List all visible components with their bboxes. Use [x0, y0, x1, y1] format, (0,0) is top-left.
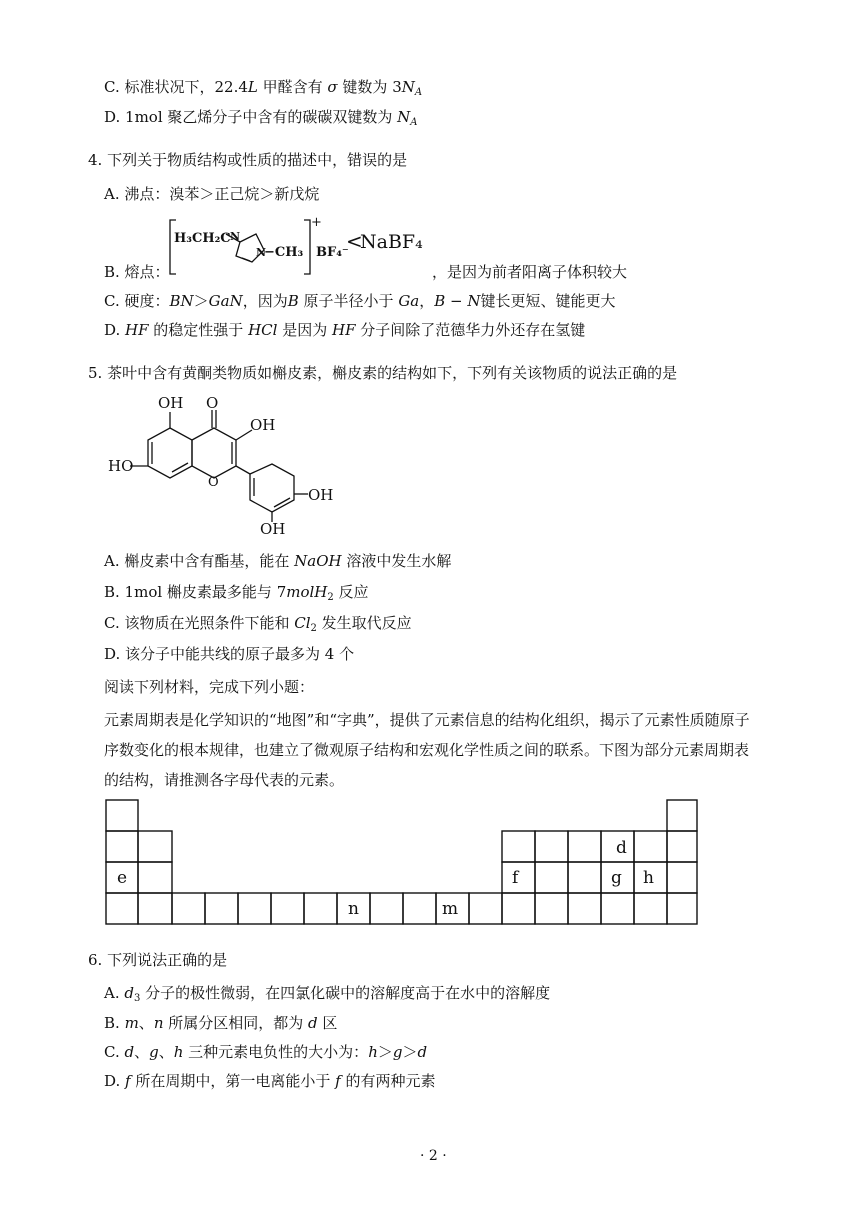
- label-oh-top: OH: [158, 394, 184, 412]
- table-cell: [502, 893, 535, 924]
- table-cell: [271, 893, 304, 924]
- element-d: d: [616, 838, 627, 858]
- anion-label: BF₄⁻: [316, 245, 349, 260]
- table-cell: [601, 893, 634, 924]
- table-cell: [568, 893, 601, 924]
- label-ho-left: HO: [108, 457, 134, 475]
- table-cell: [502, 831, 535, 862]
- table-cell: [568, 862, 601, 893]
- table-cell: [667, 831, 697, 862]
- label-oh-c3: OH: [250, 416, 276, 434]
- table-cell: [469, 893, 502, 924]
- cation-n1-label: N: [230, 230, 241, 243]
- q5-option-a: A. 槲皮素中含有酯基，能在 NaOH 溶液中发生水解: [104, 552, 452, 570]
- q4-option-b-suffix: ，是因为前者阳离子体积较大: [432, 263, 628, 281]
- table-cell: [535, 893, 568, 924]
- table-cell: [667, 893, 697, 924]
- cation-charge: +: [311, 215, 322, 230]
- q4-option-b-prefix: B. 熔点：: [104, 263, 170, 281]
- table-cell: [634, 831, 667, 862]
- table-cell: [304, 893, 337, 924]
- element-n: n: [348, 899, 359, 919]
- q5-option-b: B. 1mol 槲皮素最多能与 7molH$_2$ 反应: [104, 583, 369, 603]
- table-cell: [568, 831, 601, 862]
- table-cell: [634, 893, 667, 924]
- reading-paragraph-line3: 的结构，请推测各字母代表的元素。: [104, 771, 345, 789]
- label-ring-o: O: [208, 475, 219, 490]
- table-cell: [138, 831, 172, 862]
- table-cell: [205, 893, 238, 924]
- table-cell: [667, 800, 697, 831]
- q3-option-c: C. 标准状况下，22.4L 甲醛含有 σ 键数为 $3N_A$: [104, 78, 423, 98]
- q6-option-b: B. m、n 所属分区相同，都为 d 区: [104, 1014, 338, 1032]
- table-cell: [106, 800, 138, 831]
- element-f: f: [512, 868, 519, 888]
- q6-stem: 6. 下列说法正确的是: [88, 951, 228, 969]
- q4-stem: 4. 下列关于物质结构或性质的描述中，错误的是: [88, 151, 408, 169]
- table-cell: [138, 862, 172, 893]
- reading-intro: 阅读下列材料，完成下列小题：: [104, 678, 315, 696]
- page-number: · 2 ·: [420, 1148, 447, 1164]
- sodium-salt-label: NaBF₄: [360, 231, 423, 253]
- cation-n2-label: N: [256, 246, 267, 259]
- q5-option-c: C. 该物质在光照条件下能和 $Cl_2$ 发生取代反应: [104, 614, 412, 634]
- label-oh-b1: OH: [308, 486, 334, 504]
- table-cell: [403, 893, 436, 924]
- reading-paragraph-line1: 元素周期表是化学知识的“地图”和“字典”，提供了元素信息的结构化组织，揭示了元素性质随原子: [104, 711, 750, 729]
- table-cell: [106, 831, 138, 862]
- q3-option-d: D. 1mol 聚乙烯分子中含有的碳碳双键数为 $N_A$: [104, 108, 418, 128]
- reading-paragraph-line2: 序数变化的根本规律，也建立了微观原子结构和宏观化学性质之间的联系。下图为部分元素周期表: [104, 741, 750, 759]
- q6-option-d: D. f 所在周期中，第一电离能小于 f 的有两种元素: [104, 1072, 436, 1090]
- q5-stem: 5. 茶叶中含有黄酮类物质如槲皮素，槲皮素的结构如下，下列有关该物质的说法正确的是: [88, 364, 678, 382]
- table-cell: [138, 893, 172, 924]
- table-cell: [535, 831, 568, 862]
- element-h: h: [643, 868, 654, 888]
- label-oh-b2: OH: [260, 520, 286, 538]
- cation-ethyl-label: H₃CH₂C: [174, 231, 231, 246]
- table-cell: [667, 862, 697, 893]
- cation-methyl-label: −CH₃: [264, 245, 304, 260]
- element-g: g: [611, 868, 622, 888]
- q4-option-a: A. 沸点：溴苯＞正己烷＞新戊烷: [104, 185, 320, 203]
- table-cell: [535, 862, 568, 893]
- q4-option-d: D. HF 的稳定性强于 HCl 是因为 HF 分子间除了范德华力外还存在氢键: [104, 321, 586, 339]
- q5-option-d: D. 该分子中能共线的原子最多为 4 个: [104, 645, 355, 663]
- q6-option-a: A. $d_3$ 分子的极性微弱，在四氯化碳中的溶解度高于在水中的溶解度: [104, 984, 551, 1004]
- q4-option-c: C. 硬度：BN＞GaN，因为B 原子半径小于 Ga，B − N键长更短、键能更大: [104, 292, 616, 310]
- table-cell: [502, 862, 535, 893]
- q6-option-c: C. d、g、h 三种元素电负性的大小为：h＞g＞d: [104, 1043, 428, 1061]
- element-e: e: [117, 868, 128, 888]
- table-cell: [238, 893, 271, 924]
- table-cell: [370, 893, 403, 924]
- table-cell: [106, 893, 138, 924]
- element-m: m: [442, 899, 459, 919]
- table-cell: [172, 893, 205, 924]
- less-than-sign: <: [346, 229, 363, 253]
- label-carbonyl-o: O: [206, 394, 219, 412]
